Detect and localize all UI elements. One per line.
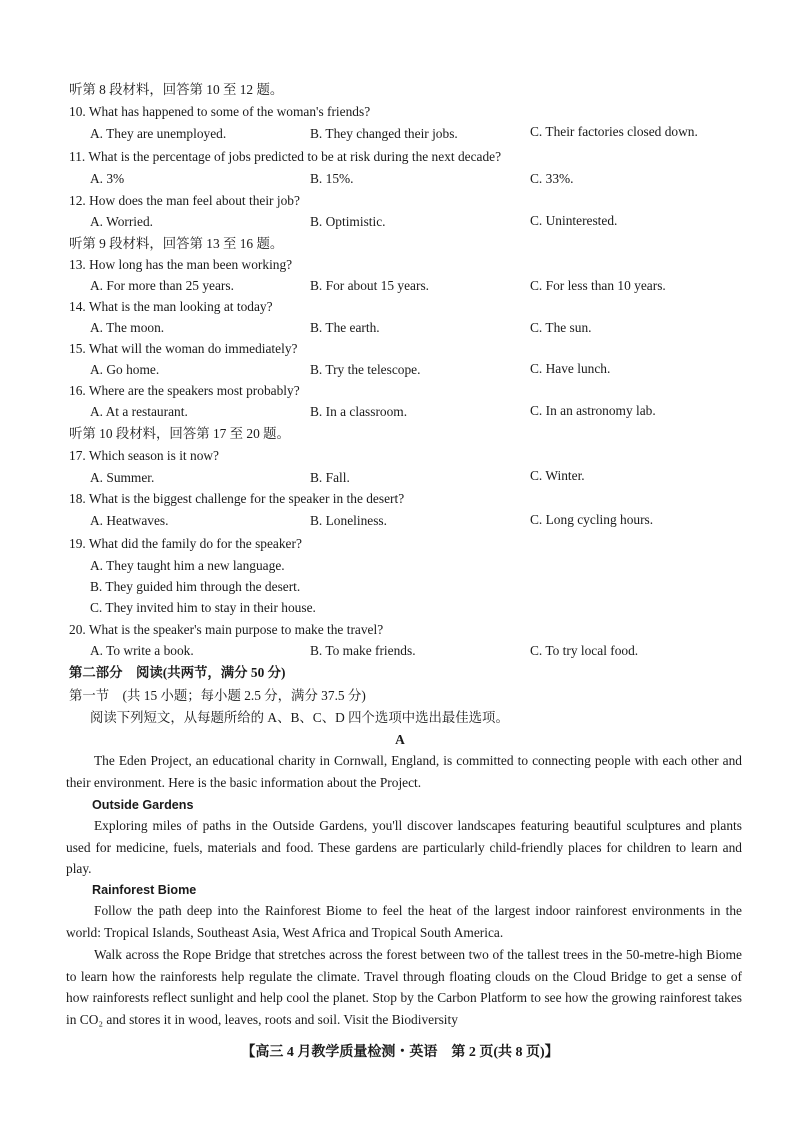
q20-option-b: B. To make friends. xyxy=(310,643,416,658)
q20-option-a: A. To write a book. xyxy=(90,643,194,658)
q19-option-a: A. They taught him a new language. xyxy=(90,558,285,573)
passage-intro: The Eden Project, an educational charity in Cornwall, England, is committed to connecting people with each other and their environment. Here is the basic information about the Project. xyxy=(66,753,742,790)
question-16: 16. Where are the speakers most probably? xyxy=(69,383,300,398)
q12-option-c: C. Uninterested. xyxy=(530,213,618,228)
q20-option-c: C. To try local food. xyxy=(530,643,639,658)
q11-option-b: B. 15%. xyxy=(310,171,354,186)
q10-option-b: B. They changed their jobs. xyxy=(310,126,458,141)
q13-option-a: A. For more than 25 years. xyxy=(90,278,234,293)
q14-option-c: C. The sun. xyxy=(530,320,592,335)
reading-instruction: 阅读下列短文，从每题所给的 A、B、C、D 四个选项中选出最佳选项。 xyxy=(90,710,509,725)
q19-option-b: B. They guided him through the desert. xyxy=(90,579,301,594)
passage-rainforest-1: Follow the path deep into the Rainforest Biome to feel the heat of the largest indoor rainforest environments in the world: Tropical Islands, Southeast Asia, West Africa and Tropical South America. xyxy=(66,903,742,940)
q18-option-a: A. Heatwaves. xyxy=(90,513,169,528)
q10-option-a: A. They are unemployed. xyxy=(90,126,227,141)
q16-option-a: A. At a restaurant. xyxy=(90,404,188,419)
q15-option-b: B. Try the telescope. xyxy=(310,362,421,377)
passage-outside-gardens: Exploring miles of paths in the Outside Gardens, you'll discover landscapes featuring beautiful sculptures and plants used for medicine, fuels, materials and food. These gardens are particularly child-friendly places for children to learn and play. xyxy=(66,818,742,877)
passage-letter: A xyxy=(395,732,405,747)
q10-option-c: C. Their factories closed down. xyxy=(530,124,698,139)
page-footer: 【高三 4 月教学质量检测・英语 第 2 页(共 8 页)】 xyxy=(241,1045,559,1060)
q17-option-a: A. Summer. xyxy=(90,470,155,485)
question-13: 13. How long has the man been working? xyxy=(69,257,293,272)
q17-option-b: B. Fall. xyxy=(310,470,350,485)
q15-option-c: C. Have lunch. xyxy=(530,361,611,376)
question-14: 14. What is the man looking at today? xyxy=(69,299,273,314)
passage-rainforest-2: Walk across the Rope Bridge that stretches across the forest between two of the tallest trees in the 50-metre-high Biome to learn how the rainforests help regulate the climate. Travel through floating clouds on the Cloud Bridge to get a sense of how rainforests reflect sunlight and help cool the planet. Stop by the Carbon Platform to see how the growing rainforest takes in CO₂ and stores it in wood, leaves, roots and soil. Visit the Biodiversity xyxy=(66,947,742,1027)
q19-option-c: C. They invited him to stay in their house. xyxy=(90,600,316,615)
section-8-heading: 听第 8 段材料，回答第 10 至 12 题。 xyxy=(69,82,284,97)
q13-option-b: B. For about 15 years. xyxy=(310,278,430,293)
q12-option-b: B. Optimistic. xyxy=(310,214,386,229)
q18-option-b: B. Loneliness. xyxy=(310,513,387,528)
section-1-title: 第一节 (共 15 小题；每小题 2.5 分，满分 37.5 分) xyxy=(69,688,366,703)
q12-option-a: A. Worried. xyxy=(90,214,154,229)
q14-option-b: B. The earth. xyxy=(310,320,380,335)
q17-option-c: C. Winter. xyxy=(530,468,585,483)
q11-option-a: A. 3% xyxy=(90,171,125,186)
q16-option-c: C. In an astronomy lab. xyxy=(530,403,656,418)
q15-option-a: A. Go home. xyxy=(90,362,160,377)
q14-option-a: A. The moon. xyxy=(90,320,165,335)
question-11: 11. What is the percentage of jobs predicted to be at risk during the next decade? xyxy=(69,149,502,164)
heading-rainforest-biome: Rainforest Biome xyxy=(92,883,197,897)
question-19: 19. What did the family do for the speaker? xyxy=(69,536,302,551)
question-15: 15. What will the woman do immediately? xyxy=(69,341,298,356)
q13-option-c: C. For less than 10 years. xyxy=(530,278,666,293)
heading-outside-gardens: Outside Gardens xyxy=(92,798,194,812)
q16-option-b: B. In a classroom. xyxy=(310,404,408,419)
q11-option-c: C. 33%. xyxy=(530,171,574,186)
question-20: 20. What is the speaker's main purpose to make the travel? xyxy=(69,622,384,637)
q18-option-c: C. Long cycling hours. xyxy=(530,512,654,527)
section-9-heading: 听第 9 段材料，回答第 13 至 16 题。 xyxy=(69,236,284,251)
question-12: 12. How does the man feel about their job? xyxy=(69,193,300,208)
section-10-heading: 听第 10 段材料，回答第 17 至 20 题。 xyxy=(69,426,290,441)
question-10: 10. What has happened to some of the woman's friends? xyxy=(69,104,371,119)
question-17: 17. Which season is it now? xyxy=(69,448,220,463)
part-2-title: 第二部分 阅读(共两节，满分 50 分) xyxy=(69,665,286,680)
question-18: 18. What is the biggest challenge for the speaker in the desert? xyxy=(69,491,405,506)
